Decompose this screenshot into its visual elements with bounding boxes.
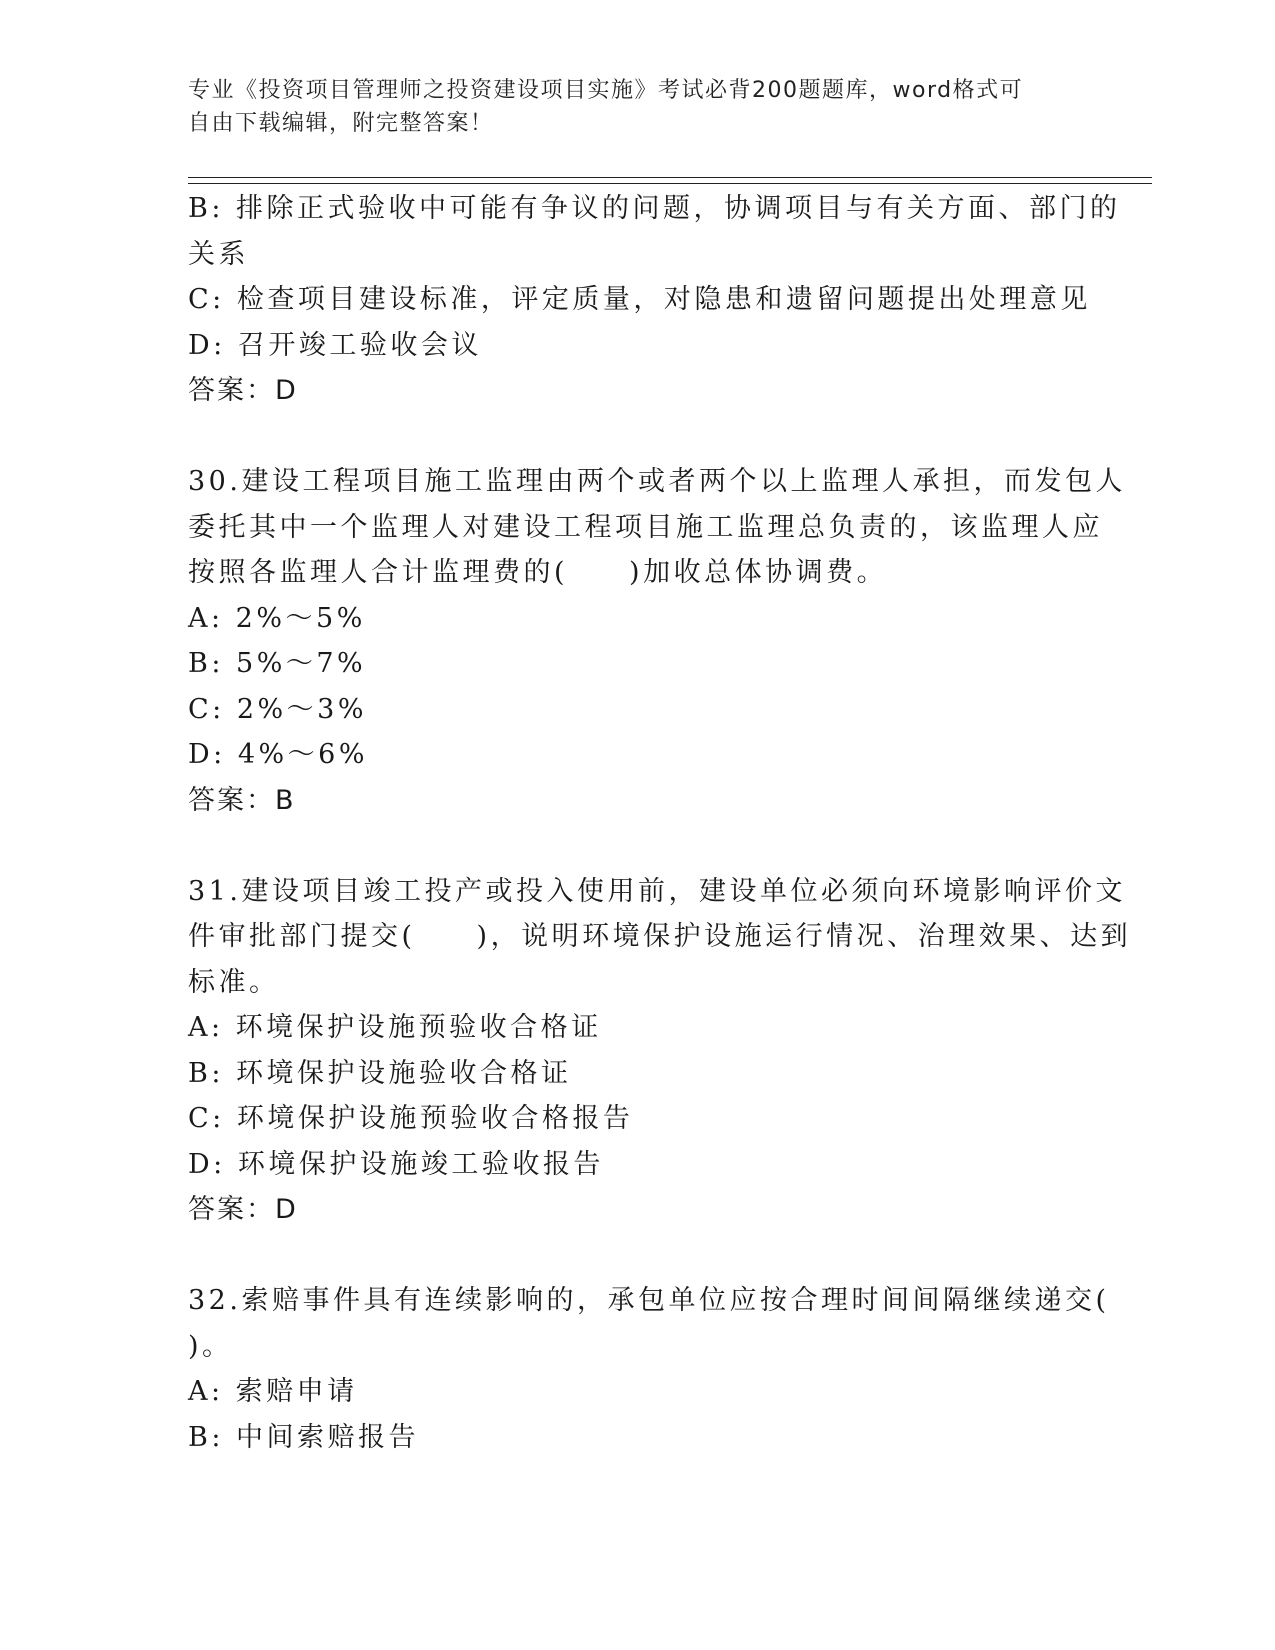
question-stem: 30.建设工程项目施工监理由两个或者两个以上监理人承担，而发包人 [188, 466, 1126, 497]
option-a: A: 2%～5% [188, 602, 366, 634]
question-stem: 31.建设项目竣工投产或投入使用前，建设单位必须向环境影响评价文 [188, 875, 1126, 907]
option-c: C: 环境保护设施预验收合格报告 [188, 1103, 634, 1134]
answer: 答案：D [188, 1194, 298, 1225]
header-title-line-1: 专业《投资项目管理师之投资建设项目实施》考试必背200题题库，word格式可 [188, 78, 1024, 103]
spacer [188, 823, 1088, 869]
option-b: B: 排除正式验收中可能有争议的问题，协调项目与有关方面、部门的 [188, 193, 1121, 224]
option-d: D: 召开竣工验收会议 [188, 329, 482, 361]
question-stem: )。 [188, 1330, 233, 1362]
header-divider-top [188, 177, 1152, 178]
option-a: A: 索赔申请 [188, 1376, 358, 1407]
spacer [188, 414, 1088, 460]
question-block-32 [188, 1278, 1110, 1460]
document-header [188, 74, 1068, 140]
option-d: D: 环境保护设施竣工验收报告 [188, 1148, 604, 1180]
option-b: B: 中间索赔报告 [188, 1421, 420, 1453]
header-divider-bottom [188, 183, 1152, 184]
question-stem: 件审批部门提交( )，说明环境保护设施运行情况、治理效果、达到 [188, 921, 1132, 952]
option-d: D: 4%～6% [188, 739, 368, 770]
question-stem: 委托其中一个监理人对建设工程项目施工监理总负责的，该监理人应 [188, 511, 1103, 543]
answer: 答案：D [188, 375, 298, 406]
option-c: C: 检查项目建设标准，评定质量，对隐患和遗留问题提出处理意见 [188, 284, 1091, 315]
question-block-30 [188, 459, 1126, 823]
question-stem: 标准。 [188, 966, 280, 998]
spacer [188, 1233, 1088, 1279]
option-a: A: 环境保护设施预验收合格证 [188, 1012, 602, 1043]
option-c: C: 2%～3% [188, 693, 368, 725]
answer: 答案：B [188, 784, 296, 816]
option-b: B: 环境保护设施验收合格证 [188, 1057, 572, 1089]
question-stem: 按照各监理人合计监理费的( )加收总体协调费。 [188, 557, 888, 588]
option-b: B: 5%～7% [188, 648, 367, 679]
question-stem: 32.索赔事件具有连续影响的，承包单位应按合理时间间隔继续递交( [188, 1285, 1110, 1316]
question-list [188, 186, 1132, 1460]
question-block-prev [188, 186, 1121, 414]
question-block-31 [188, 869, 1132, 1233]
header-title-line-2: 自由下载编辑，附完整答案！ [188, 111, 494, 136]
option-b-continuation: 关系 [188, 238, 249, 270]
